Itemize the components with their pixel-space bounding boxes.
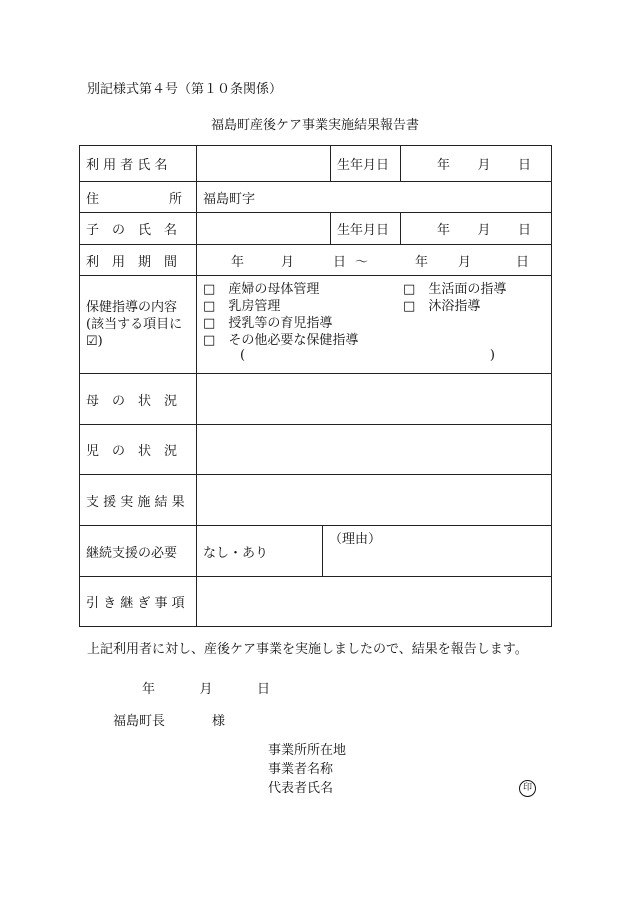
checkbox-icon[interactable]: □: [203, 316, 216, 331]
mother-status-field[interactable]: [197, 374, 552, 425]
checkbox-icon[interactable]: □: [403, 282, 416, 297]
row-user-name: [80, 146, 552, 182]
option-bathing-guidance[interactable]: □ 沐浴指導: [403, 299, 481, 314]
checkbox-icon[interactable]: □: [203, 333, 216, 348]
row-continued-support: [80, 526, 552, 577]
report-statement: 上記利用者に対し、産後ケア事業を実施しましたので、結果を報告します。: [87, 642, 528, 657]
row-handover: [80, 577, 552, 627]
birth-day-2: 日: [517, 223, 531, 238]
user-name-label: 利 用 者 氏 名: [80, 146, 197, 182]
form-number: 別記様式第４号（第１０条関係）: [87, 82, 283, 97]
birth-year-1: 年: [437, 158, 451, 173]
birth-date-label-2: 生年月日: [331, 213, 401, 245]
address-label: 住 所: [80, 182, 197, 213]
birth-month-1: 月: [477, 158, 491, 173]
continued-support-reason[interactable]: [323, 526, 552, 577]
birth-day-1: 日: [517, 158, 531, 173]
row-child-status: [80, 425, 552, 475]
continued-support-label: 継続支援の必要: [80, 526, 197, 577]
page-title: 福島町産後ケア事業実施結果報告書: [210, 118, 419, 133]
row-support-result: [80, 475, 552, 526]
representative-label: 代表者氏名: [268, 781, 334, 796]
birth-date-field-1[interactable]: [401, 146, 552, 182]
child-status-label: 児 の 状 況: [80, 425, 197, 475]
option-breast-care[interactable]: □ 乳房管理: [203, 299, 281, 314]
addressee-name: 福島町長: [113, 714, 166, 729]
period-end-month: 月: [458, 254, 472, 270]
office-address-label: 事業所所在地: [268, 743, 347, 758]
period-separator: ～: [355, 254, 369, 270]
row-guidance: [80, 276, 552, 374]
option-lifestyle-guidance[interactable]: □ 生活面の指導: [403, 282, 507, 297]
report-day: 日: [256, 682, 270, 697]
birth-year-2: 年: [437, 223, 451, 238]
guidance-label: 保健指導の内容 (該当する項目に ☑): [80, 276, 197, 374]
guidance-options: [197, 276, 552, 374]
report-date[interactable]: [142, 678, 270, 697]
operator-name-label: 事業者名称: [268, 762, 334, 777]
continued-support-choice[interactable]: なし・あり: [197, 526, 323, 577]
option-other-guidance[interactable]: □ その他必要な保健指導: [203, 333, 359, 348]
address-field[interactable]: 福島町字: [197, 182, 552, 213]
support-result-field[interactable]: [197, 475, 552, 526]
handover-label: 引 き 継 ぎ 事 項: [80, 577, 197, 627]
option-maternal-care[interactable]: □ 産婦の母体管理: [203, 282, 320, 297]
row-child-name: [80, 213, 552, 245]
usage-period-field[interactable]: [197, 245, 552, 276]
support-result-label: 支 援 実 施 結 果: [80, 475, 197, 526]
other-guidance-field[interactable]: ( ): [240, 348, 495, 363]
row-address: [80, 182, 552, 213]
row-usage-period: [80, 245, 552, 276]
mother-status-label: 母 の 状 況: [80, 374, 197, 425]
usage-period-label: 利 用 期 間: [80, 245, 197, 276]
seal-icon: 印: [519, 780, 536, 797]
period-start-day: 日: [333, 254, 347, 270]
user-name-field[interactable]: [197, 146, 331, 182]
period-start-month: 月: [281, 254, 295, 270]
report-month: 月: [199, 682, 213, 697]
checkbox-icon[interactable]: □: [203, 299, 216, 314]
birth-month-2: 月: [477, 223, 491, 238]
checkbox-icon[interactable]: □: [403, 299, 416, 314]
report-form-table: [79, 145, 552, 627]
child-name-label: 子 の 氏 名: [80, 213, 197, 245]
child-name-field[interactable]: [197, 213, 331, 245]
row-mother-status: [80, 374, 552, 425]
period-end-day: 日: [516, 254, 530, 270]
birth-date-field-2[interactable]: [401, 213, 552, 245]
report-year: 年: [142, 682, 156, 697]
birth-date-label-1: 生年月日: [331, 146, 401, 182]
reason-label: （理由）: [329, 532, 382, 547]
checkbox-icon[interactable]: □: [203, 282, 216, 297]
option-childcare-guidance[interactable]: □ 授乳等の育児指導: [203, 316, 333, 331]
addressee-honorific: 様: [211, 714, 225, 729]
child-status-field[interactable]: [197, 425, 552, 475]
handover-field[interactable]: [197, 577, 552, 627]
period-start-year: 年: [231, 254, 245, 270]
addressee: [113, 710, 225, 729]
checkmark-icon: ☑: [86, 334, 98, 349]
period-end-year: 年: [415, 254, 429, 270]
